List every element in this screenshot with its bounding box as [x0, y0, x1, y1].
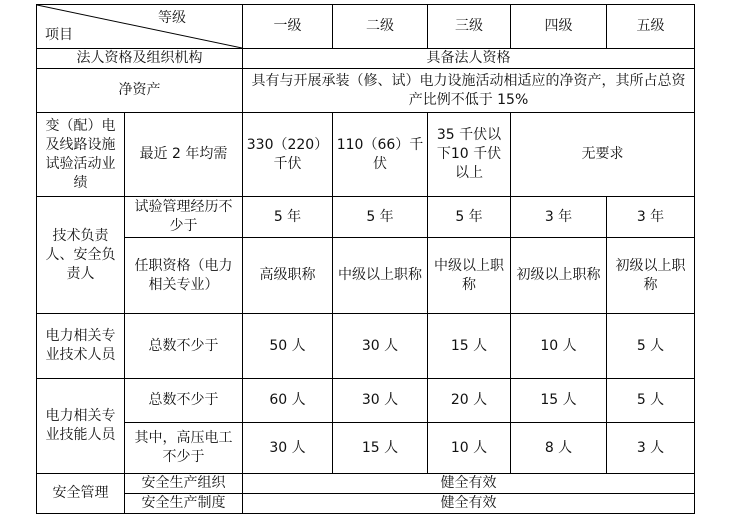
hv-level-3: 10 人	[428, 423, 511, 474]
qualification-level-2: 中级以上职称	[333, 238, 428, 314]
level-3-header: 三级	[428, 5, 511, 49]
skill-total-level-5: 5 人	[607, 379, 695, 423]
performance-level-3: 35 千伏以下10 千伏以上	[428, 113, 511, 197]
qualification-level-1: 高级职称	[243, 238, 333, 314]
tech-staff-level-5: 5 人	[607, 314, 695, 379]
corner-header-cell	[37, 5, 243, 49]
performance-sub: 最近 2 年均需	[125, 113, 243, 197]
net-assets-value: 具有与开展承装（修、试）电力设施活动相适应的净资产，其所占总资产比例不低于 15%	[243, 69, 695, 113]
qualification-level-5: 初级以上职称	[607, 238, 695, 314]
performance-level-2: 110（66）千伏	[333, 113, 428, 197]
skill-staff-total-row	[37, 379, 695, 423]
skill-total-level-2: 30 人	[333, 379, 428, 423]
qualification-level-4: 初级以上职称	[511, 238, 607, 314]
safety-org-row	[37, 474, 695, 494]
tech-staff-label: 电力相关专业技术人员	[37, 314, 125, 379]
hv-level-1: 30 人	[243, 423, 333, 474]
experience-level-1: 5 年	[243, 197, 333, 238]
safety-org-value: 健全有效	[243, 474, 695, 494]
net-assets-row	[37, 69, 695, 113]
performance-label: 变（配）电及线路设施试验活动业绩	[37, 113, 125, 197]
skill-total-level-4: 15 人	[511, 379, 607, 423]
qualification-table	[36, 4, 695, 514]
hv-level-5: 3 人	[607, 423, 695, 474]
performance-level-1: 330（220）千伏	[243, 113, 333, 197]
experience-level-3: 5 年	[428, 197, 511, 238]
tech-staff-level-3: 15 人	[428, 314, 511, 379]
skill-total-label: 总数不少于	[125, 379, 243, 423]
tech-staff-row	[37, 314, 695, 379]
net-assets-label: 净资产	[37, 69, 243, 113]
legal-row	[37, 49, 695, 69]
qualification-level-3: 中级以上职称	[428, 238, 511, 314]
level-2-header: 二级	[333, 5, 428, 49]
performance-level-4-5: 无要求	[511, 113, 695, 197]
tech-leader-label: 技术负责人、安全负责人	[37, 197, 125, 314]
performance-row	[37, 113, 695, 197]
level-4-header: 四级	[511, 5, 607, 49]
experience-level-4: 3 年	[511, 197, 607, 238]
experience-label: 试验管理经历不少于	[125, 197, 243, 238]
legal-label: 法人资格及组织机构	[37, 49, 243, 69]
tech-staff-sub: 总数不少于	[125, 314, 243, 379]
legal-value: 具备法人资格	[243, 49, 695, 69]
safety-sys-row	[37, 494, 695, 514]
skill-staff-hv-row	[37, 423, 695, 474]
safety-sys-label: 安全生产制度	[125, 494, 243, 514]
tech-leader-qualification-row	[37, 238, 695, 314]
header-row	[37, 5, 695, 49]
skill-staff-label: 电力相关专业技能人员	[37, 379, 125, 474]
level-5-header: 五级	[607, 5, 695, 49]
safety-sys-value: 健全有效	[243, 494, 695, 514]
safety-label: 安全管理	[37, 474, 125, 514]
hv-level-4: 8 人	[511, 423, 607, 474]
tech-staff-level-1: 50 人	[243, 314, 333, 379]
corner-item-label: 项目	[45, 27, 73, 43]
qualification-label: 任职资格（电力相关专业）	[125, 238, 243, 314]
tech-staff-level-4: 10 人	[511, 314, 607, 379]
safety-org-label: 安全生产组织	[125, 474, 243, 494]
experience-level-2: 5 年	[333, 197, 428, 238]
level-1-header: 一级	[243, 5, 333, 49]
hv-label: 其中，高压电工不少于	[125, 423, 243, 474]
tech-leader-experience-row	[37, 197, 695, 238]
skill-total-level-1: 60 人	[243, 379, 333, 423]
experience-level-5: 3 年	[607, 197, 695, 238]
corner-level-label: 等级	[158, 10, 186, 26]
tech-staff-level-2: 30 人	[333, 314, 428, 379]
skill-total-level-3: 20 人	[428, 379, 511, 423]
hv-level-2: 15 人	[333, 423, 428, 474]
